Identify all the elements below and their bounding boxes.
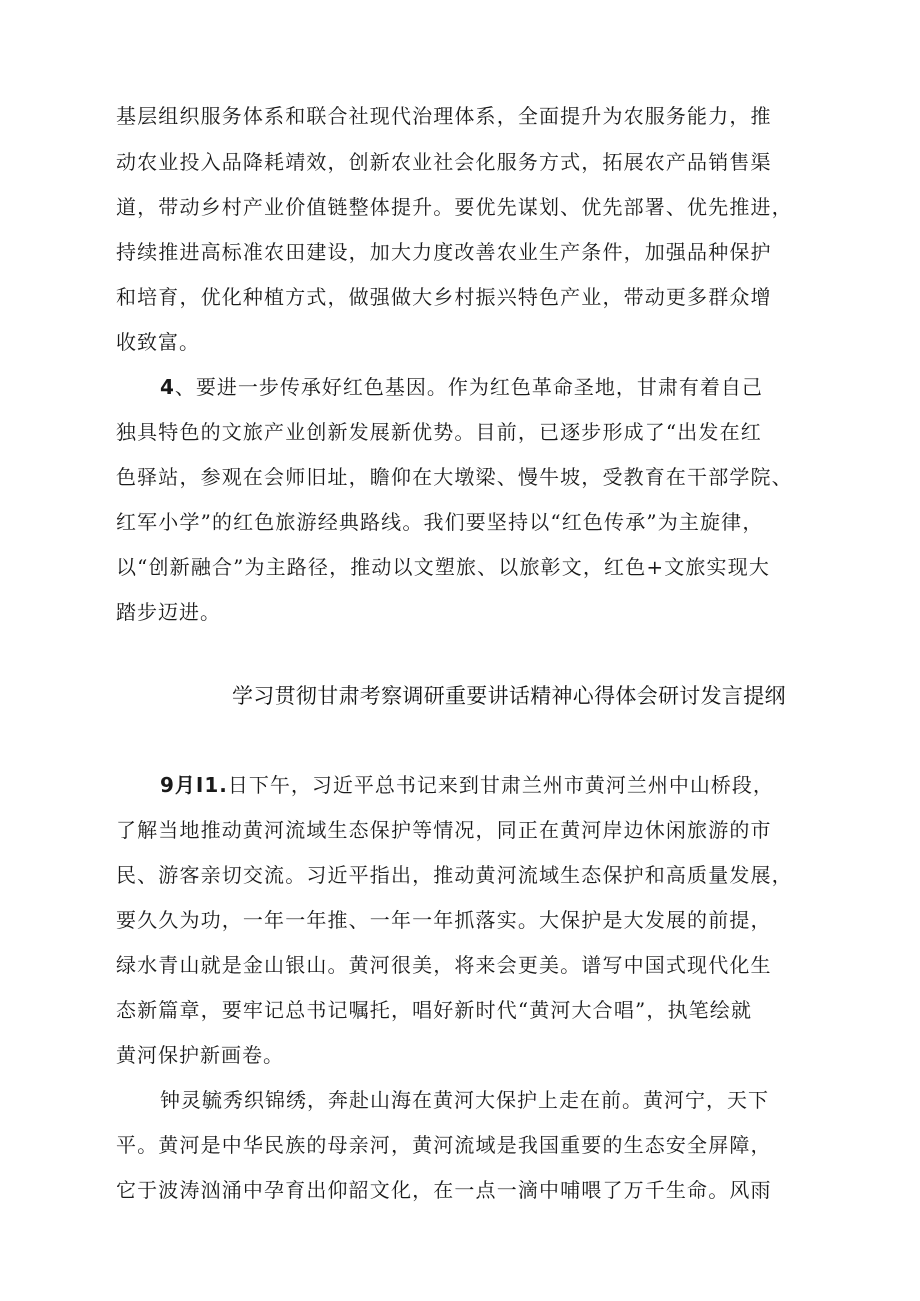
paragraph-line: 平。黄河是中华民族的母亲河，黄河流域是我国重要的生态安全屏障， bbox=[116, 1133, 772, 1157]
date-text: 9月I1. bbox=[160, 773, 228, 797]
paragraph-line: 态新篇章，要牢记总书记嘱托，唱好新时代“黄河大合唱”，执笔绘就 bbox=[116, 998, 753, 1022]
paragraph-text: 日下午，习近平总书记来到甘肃兰州市黄河兰州中山桥段， bbox=[227, 773, 774, 797]
paragraph-line: 基层组织服务体系和联合社现代治理体系，全面提升为农服务能力，推 bbox=[116, 104, 772, 128]
paragraph-first-line bbox=[160, 765, 846, 805]
paragraph-line: 独具特色的文旅产业创新发展新优势。目前，已逐步形成了“出发在红 bbox=[116, 420, 762, 444]
paragraph-line: 色驿站，参观在会师旧址，瞻仰在大墩梁、慢牛坡，受教育在干部学院、 bbox=[116, 465, 793, 489]
paragraph-line: 民、游客亲切交流。习近平指出，推动黄河流域生态保护和高质量发展， bbox=[116, 863, 793, 887]
paragraph-line: 收致富。 bbox=[116, 330, 200, 354]
paragraph-line: 黄河保护新画卷。 bbox=[116, 1043, 284, 1067]
paragraph-line: 绿水青山就是金山银山。黄河很美，将来会更美。谱写中国式现代化生 bbox=[116, 953, 772, 977]
point-number: 4 bbox=[160, 375, 175, 399]
paragraph-line: 和培育，优化种植方式，做强做大乡村振兴特色产业，带动更多群众增 bbox=[116, 285, 772, 309]
paragraph-first-line bbox=[160, 367, 846, 407]
paragraph-line: 道，带动乡村产业价值链整体提升。要优先谋划、优先部署、优先推进， bbox=[116, 195, 793, 219]
paragraph-line: 动农业投入品降耗靖效，创新农业社会化服务方式，拓展农产品销售渠 bbox=[116, 150, 772, 174]
paragraph-line: 了解当地推动黄河流域生态保护等情况，同正在黄河岸边休闲旅游的市 bbox=[116, 818, 772, 842]
section-heading: 学习贯彻甘肃考察调研重要讲话精神心得体会研讨发言提纲 bbox=[232, 684, 786, 708]
paragraph-line: 红军小学”的红色旅游经典路线。我们要坚持以“红色传承”为主旋律， bbox=[116, 510, 764, 534]
paragraph-line: 持续推进高标准农田建设，加大力度改善农业生产条件，加强品种保护 bbox=[116, 240, 772, 264]
paragraph-text: 、要进一步传承好红色基因。作为红色革命圣地，甘肃有着自己 bbox=[174, 375, 763, 399]
paragraph-line: 踏步迈进。 bbox=[116, 600, 221, 624]
paragraph-line: 以“创新融合”为主路径，推动以文塑旅、以旅彰文，红色+文旅实现大 bbox=[116, 555, 771, 579]
paragraph-line: 要久久为功，一年一年推、一年一年抓落实。大保护是大发展的前提， bbox=[116, 908, 772, 932]
paragraph-first-line: 钟灵毓秀织锦绣，奔赴山海在黄河大保护上走在前。黄河宁，天下 bbox=[160, 1088, 769, 1112]
paragraph-line: 它于波涛汹涌中孕育出仰韶文化，在一点一滴中哺喂了万千生命。风雨 bbox=[116, 1178, 772, 1202]
